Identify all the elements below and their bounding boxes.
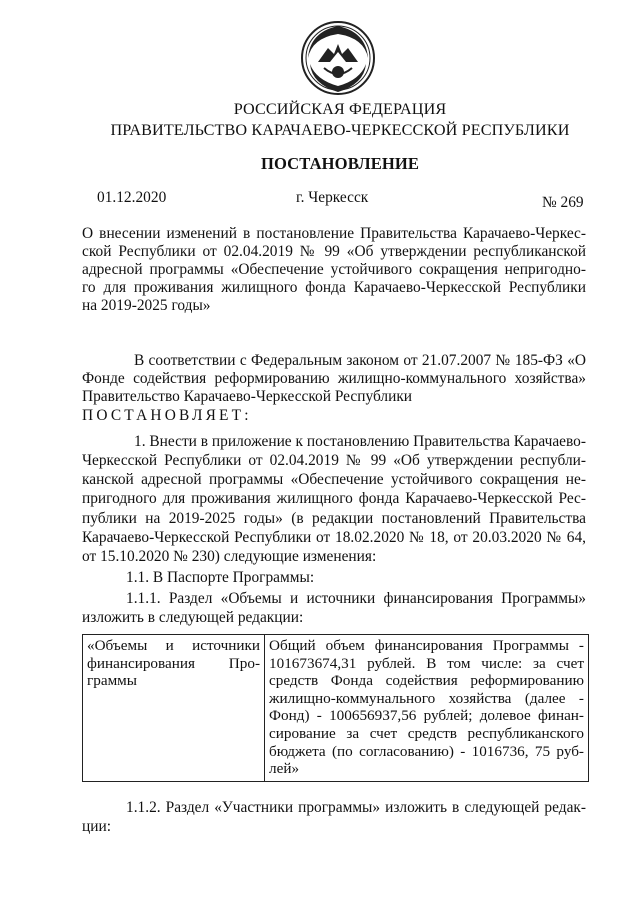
document-type: ПОСТАНОВЛЕНИЕ	[260, 154, 420, 173]
coat-of-arms-icon	[300, 18, 376, 98]
cell-line: жилищно-коммунального хозяйства (далее -	[269, 689, 584, 707]
preamble-line: В соответствии с Федеральным законом от 21.07.2007 № 185-ФЗ «О	[134, 352, 586, 369]
table-cell-value	[265, 635, 589, 782]
item-1-1: 1.1. В Паспорте Программы:	[126, 569, 315, 586]
title-line: го для проживания жилищного фонда Карачаево-Черкесской Республики	[82, 279, 586, 296]
item-1-1-1-line: 1.1.1. Раздел «Объемы и источники финансирования Программы»	[126, 590, 586, 607]
preamble-line: Фонде содействия реформированию жилищно-коммунального хозяйства»	[82, 370, 586, 387]
cell-line: Общий объем финансирования Программы -	[269, 637, 584, 654]
cell-line: финансирования Про-	[87, 654, 260, 672]
cell-line: «Объемы и источники	[87, 637, 260, 654]
financing-table	[82, 634, 589, 782]
cell-line: бюджета (по согласованию) - 1016736, 75 руб-	[269, 742, 584, 760]
item-1-line: канской адресной программы «Обеспечение устойчивого сокращения не-	[82, 471, 586, 488]
table-cell-label	[83, 635, 265, 782]
title-line: адресной программы «Обеспечение устойчивого сокращения непригодно-	[82, 261, 586, 278]
item-1-line: Черкесской Республики от 02.04.2019 № 99 «Об утверждении республи-	[82, 452, 586, 469]
title-line: О внесении изменений в постановление Правительства Карачаево-Черкес-	[82, 225, 586, 242]
item-1-1-2-line: 1.1.2. Раздел «Участники программы» изложить в следующей редак-	[126, 799, 586, 816]
preamble-line: Правительство Карачаево-Черкесской Республики	[82, 388, 413, 405]
item-1-line: пригодного для проживания жилищного фонда Карачаево-Черкесской Рес-	[82, 490, 586, 507]
cell-line: средств Фонда содействия реформированию	[269, 672, 584, 690]
item-1-line: 1. Внести в приложение к постановлению Правительства Карачаево-	[134, 433, 586, 450]
cell-line: 101673674,31 рублей. В том числе: за счет	[269, 654, 584, 672]
title-line: на 2019-2025 годы»	[82, 297, 211, 314]
cell-line: Фонд) - 100656937,56 рублей; долевое финан-	[269, 707, 584, 725]
resolves-heading: ПОСТАНОВЛЯЕТ:	[82, 407, 252, 424]
document-number: № 269	[542, 194, 584, 211]
country-name: РОССИЙСКАЯ ФЕДЕРАЦИЯ	[233, 100, 447, 118]
document-city: г. Черкесск	[296, 189, 369, 206]
item-1-line: Карачаево-Черкесской Республики от 18.02.2020 № 18, от 20.03.2020 № 64,	[82, 529, 586, 546]
item-1-1-2-line: ции:	[82, 818, 111, 835]
table-row	[83, 635, 589, 782]
document-date: 01.12.2020	[97, 189, 167, 206]
cell-line: сирование за счет средств республиканского	[269, 724, 584, 742]
item-1-line: публики на 2019-2025 годы» (в редакции постановлений Правительства	[82, 510, 586, 527]
government-name: ПРАВИТЕЛЬСТВО КАРАЧАЕВО-ЧЕРКЕССКОЙ РЕСПУБЛИКИ	[110, 121, 570, 139]
title-line: ской Республики от 02.04.2019 № 99 «Об утверждении республиканской	[82, 243, 586, 260]
item-1-line: от 15.10.2020 № 230) следующие изменения:	[82, 548, 377, 565]
item-1-1-1-line: изложить в следующей редакции:	[82, 609, 304, 626]
cell-line: граммы	[87, 672, 137, 690]
cell-line: лей»	[269, 760, 300, 778]
